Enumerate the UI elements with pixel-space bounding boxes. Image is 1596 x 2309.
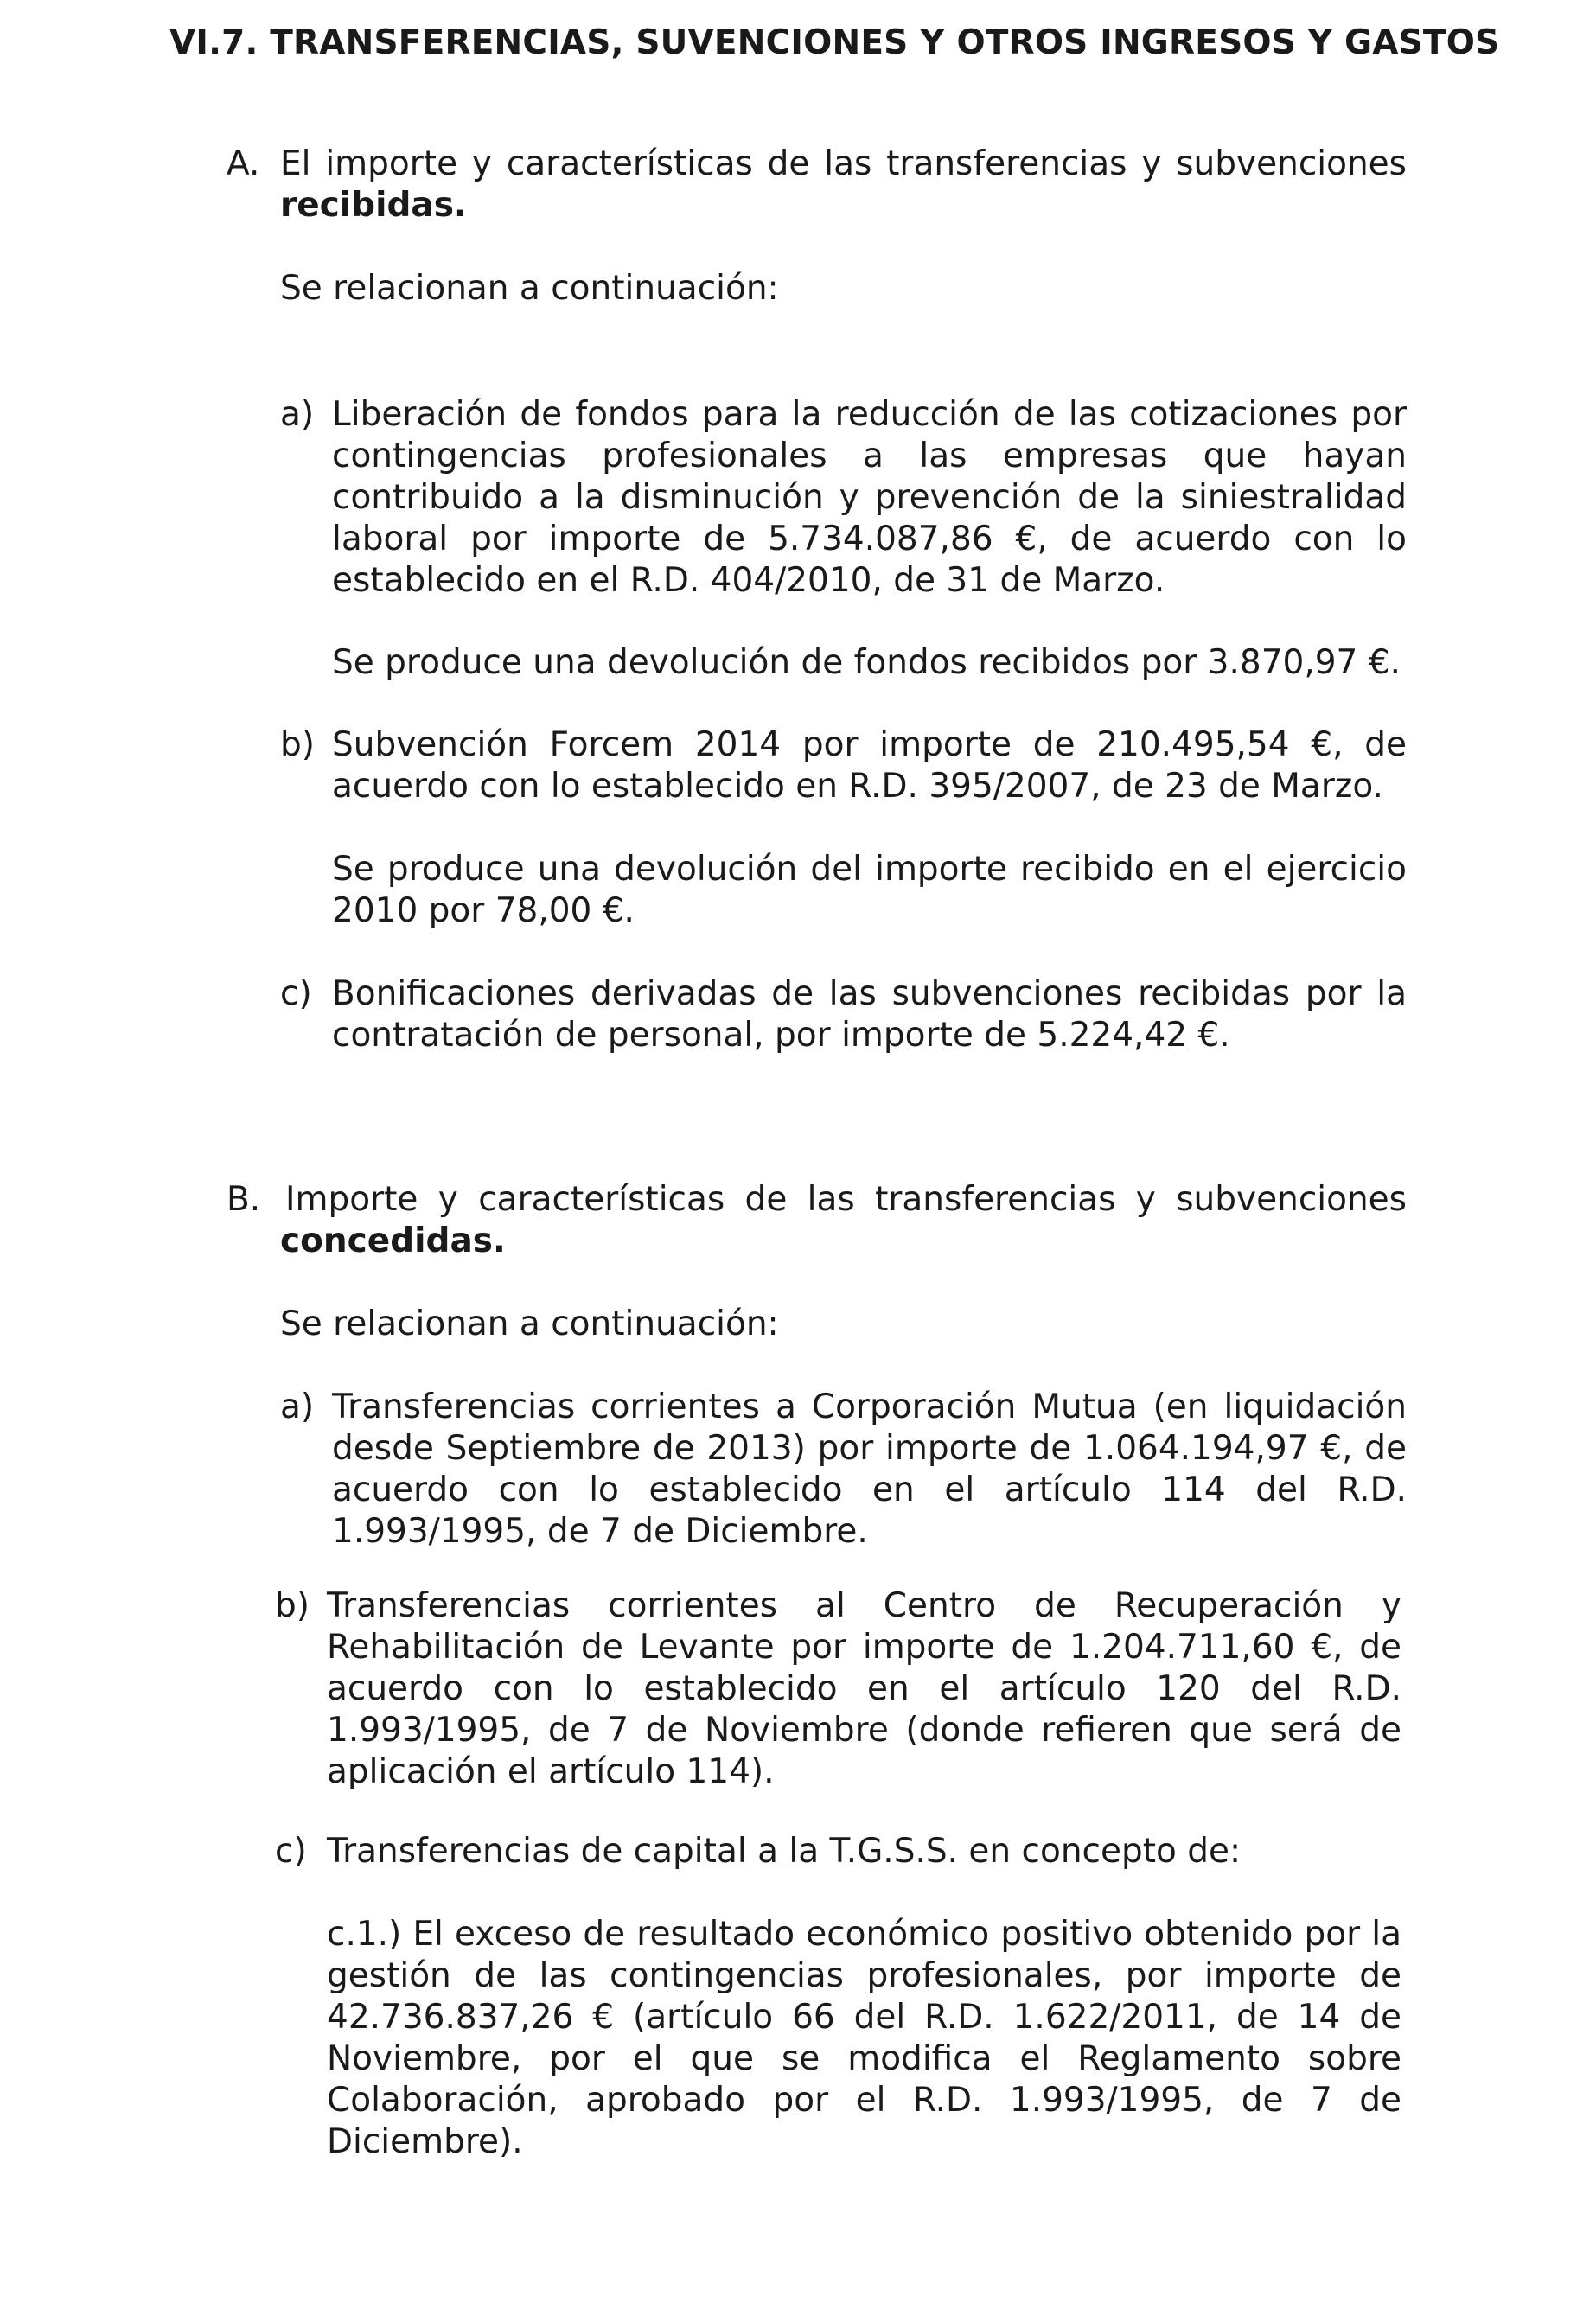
section-a-heading-line: El importe y características de las transferencias y subvenciones xyxy=(280,144,1407,183)
list-item-text: Liberación de fondos para la reducción de las cotizaciones por contingencias profesionales a las empresas que hayan contribuido a la disminución y prevención de la siniestralidad laboral por importe de 5.734.087,86 €, de acuerdo con lo establecido en el R.D. 404/2010, de 31 de Marzo. xyxy=(332,395,1407,600)
list-item-marker: c) xyxy=(275,1832,307,1871)
section-a-marker: A. xyxy=(227,144,260,183)
list-item-text: Transferencias corrientes al Centro de Recuperación y Rehabilitación de Levante por importe de 1.204.711,60 €, de acuerdo con lo establecido en el artículo 120 del R.D. 1.993/1995, de 7 de Noviembre (donde refieren que será de aplicación el artículo 114). xyxy=(327,1586,1401,1791)
section-b-heading-line: Importe y características de las transferencias y subvenciones xyxy=(285,1180,1407,1219)
list-item xyxy=(275,1585,1401,1793)
page-title: VI.7. TRANSFERENCIAS, SUVENCIONES Y OTROS INGRESOS Y GASTOS xyxy=(169,23,1500,62)
section-a-heading-bold: recibidas. xyxy=(280,186,467,225)
list-item-marker: b) xyxy=(275,1586,310,1625)
section-a-heading xyxy=(227,144,1407,226)
list-item-text: Bonificaciones derivadas de las subvenciones recibidas por la contratación de personal, por importe de 5.224,42 €. xyxy=(332,974,1407,1055)
list-item-marker: a) xyxy=(280,395,315,434)
list-item xyxy=(275,1831,1401,1872)
list-item xyxy=(280,394,1407,602)
list-subitem: c.1.) El exceso de resultado económico positivo obtenido por la gestión de las contingencias profesionales, por importe de 42.736.837,26 € (artículo 66 del R.D. 1.622/2011, de 14 de Noviembre, por el que se modifica el Reglamento sobre Colaboración, aprobado por el R.D. 1.993/1995, de 7 de Diciembre). xyxy=(327,1915,1401,2161)
section-b-intro: Se relacionan a continuación: xyxy=(280,1304,779,1343)
list-item xyxy=(280,724,1407,807)
list-item xyxy=(280,973,1407,1056)
section-b-heading-text xyxy=(280,1179,1407,1262)
list-item-text: Transferencias corrientes a Corporación Mutua (en liquidación desde Septiembre de 2013) por importe de 1.064.194,97 €, de acuerdo con lo establecido en el artículo 114 del R.D. 1.993/1995, de 7 de Diciembre. xyxy=(332,1387,1407,1551)
list-item-marker: b) xyxy=(280,725,315,764)
list-item-note: Se produce una devolución de fondos recibidos por 3.870,97 €. xyxy=(332,643,1401,682)
section-b-heading-bold: concedidas. xyxy=(280,1221,506,1260)
list-item-text: Subvención Forcem 2014 por importe de 210.495,54 €, de acuerdo con lo establecido en R.D. 395/2007, de 23 de Marzo. xyxy=(332,725,1407,806)
list-item-note: Se produce una devolución del importe recibido en el ejercicio 2010 por 78,00 €. xyxy=(332,850,1407,930)
list-item-text: Transferencias de capital a la T.G.S.S. en concepto de: xyxy=(327,1832,1242,1871)
list-item-marker: c) xyxy=(280,974,312,1013)
section-b-heading xyxy=(227,1179,1407,1262)
list-item-marker: a) xyxy=(280,1387,315,1426)
list-item xyxy=(280,1387,1407,1553)
section-b-marker: B. xyxy=(227,1180,261,1219)
section-a-heading-text xyxy=(280,144,1407,226)
section-a-intro: Se relacionan a continuación: xyxy=(280,269,779,308)
